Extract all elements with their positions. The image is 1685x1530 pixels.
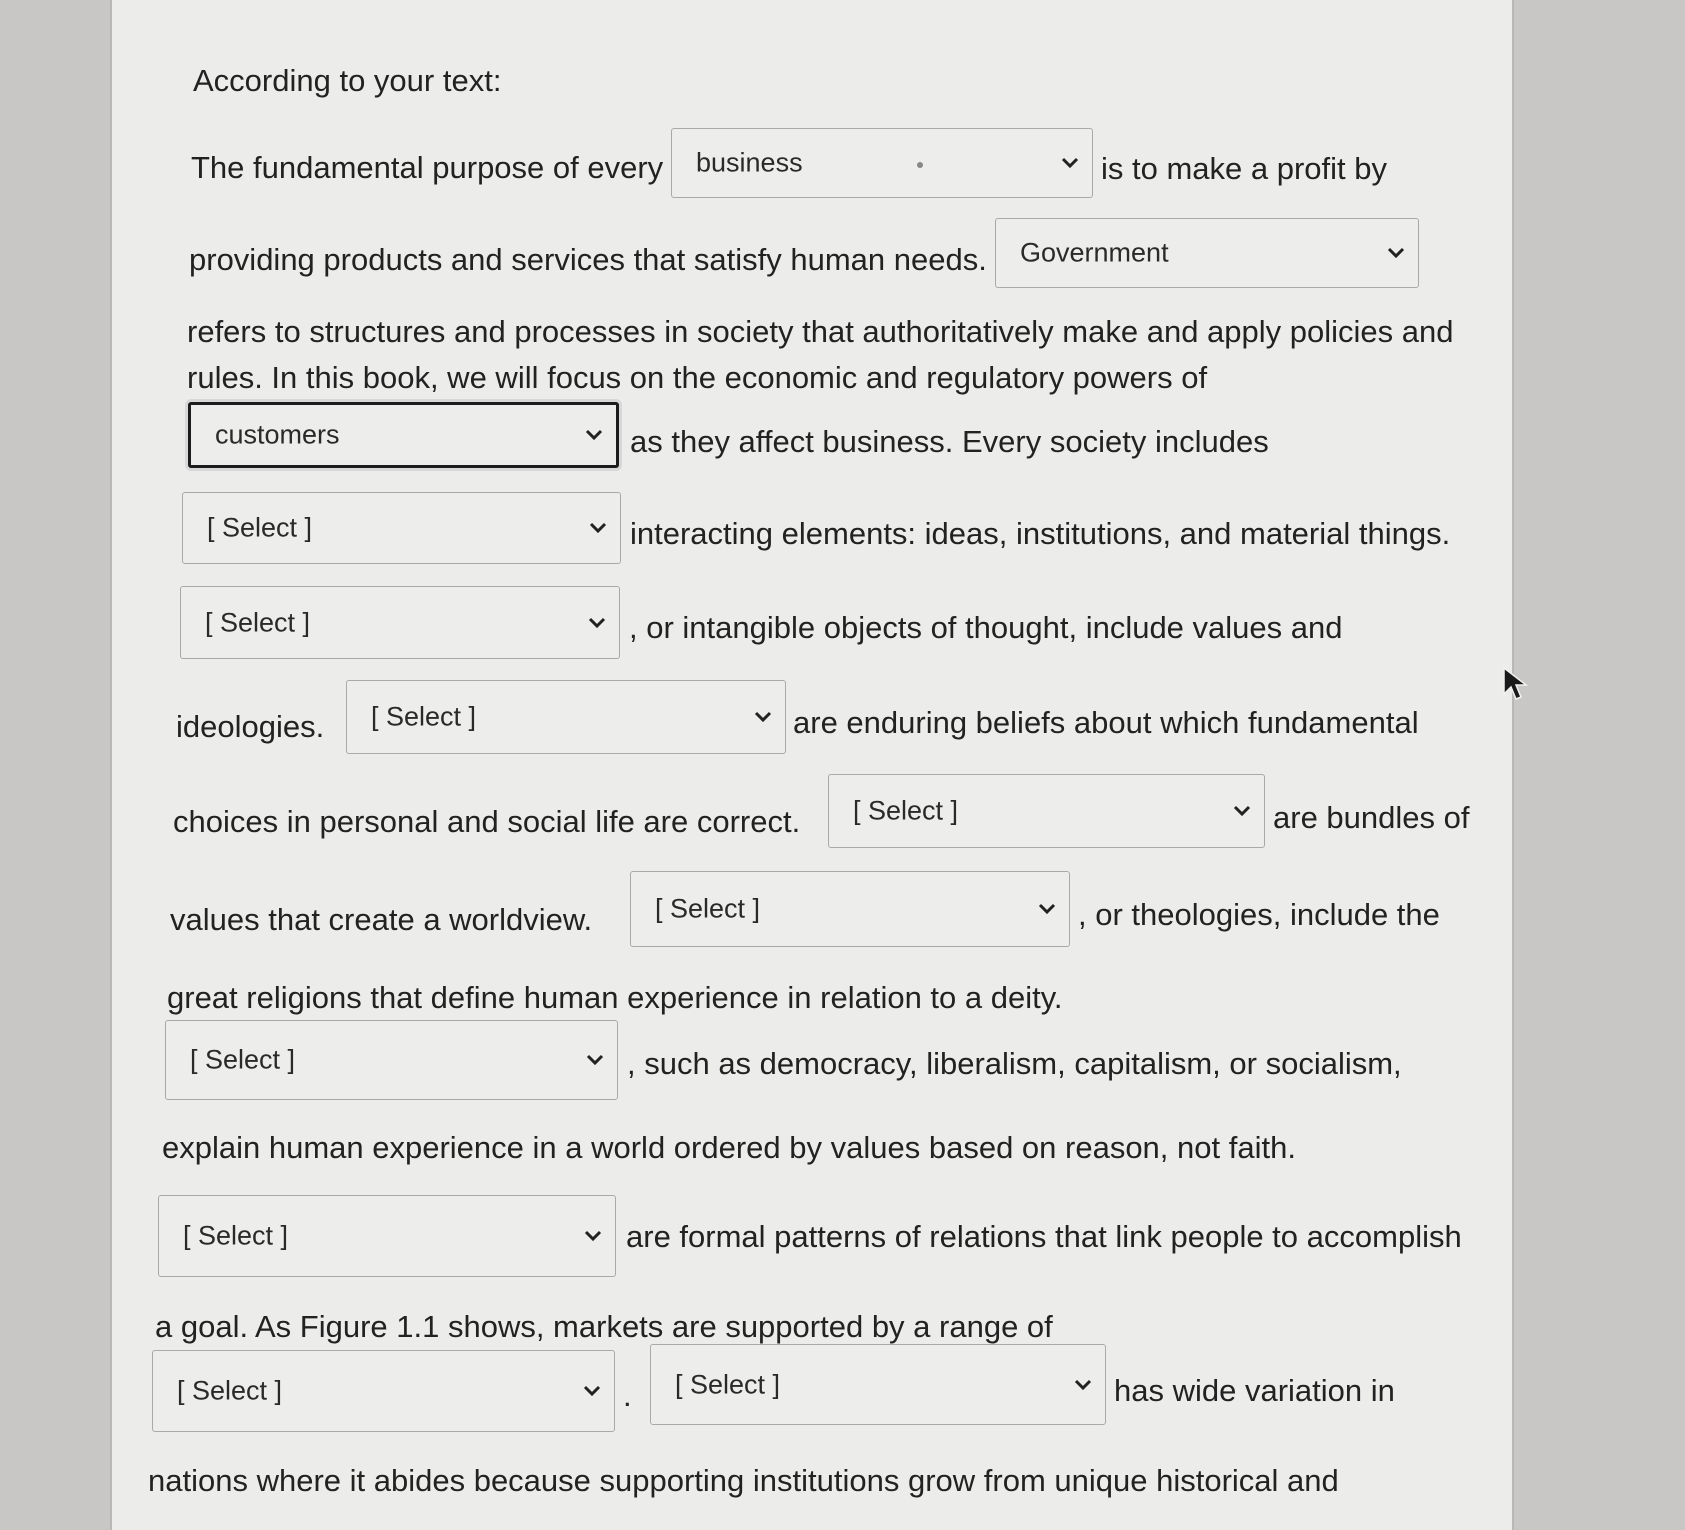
sentence-fragment: has wide variation in xyxy=(1114,1373,1395,1408)
sentence-fragment: is to make a profit by xyxy=(1101,151,1388,186)
chevron-down-icon xyxy=(1060,156,1080,170)
sentence-fragment: nations where it abides because supporting institutions grow from unique historical and xyxy=(148,1463,1339,1498)
dropdown-value: [ Select ] xyxy=(190,1044,296,1075)
answer-dropdown-3[interactable] xyxy=(188,402,619,468)
intro-text: According to your text: xyxy=(193,63,502,98)
sentence-fragment: explain human experience in a world ordered by values based on reason, not faith. xyxy=(162,1130,1296,1165)
dropdown-value: Government xyxy=(1020,237,1169,268)
answer-dropdown-4[interactable] xyxy=(182,492,621,564)
answer-dropdown-12[interactable] xyxy=(650,1344,1106,1425)
chevron-down-icon xyxy=(753,710,773,724)
dropdown-value: [ Select ] xyxy=(183,1220,289,1251)
chevron-down-icon xyxy=(583,1229,603,1243)
sentence-fragment: interacting elements: ideas, institutions, and material things. xyxy=(630,516,1451,551)
sentence-fragment: are formal patterns of relations that link people to accomplish xyxy=(626,1219,1462,1254)
sentence-fragment: values that create a worldview. xyxy=(170,902,593,937)
dropdown-value: [ Select ] xyxy=(177,1375,283,1406)
answer-dropdown-11[interactable] xyxy=(152,1350,615,1432)
chevron-down-icon xyxy=(1232,804,1252,818)
sentence-fragment: refers to structures and processes in society that authoritatively make and apply policies and xyxy=(187,314,1454,349)
sentence-fragment: a goal. As Figure 1.1 shows, markets are supported by a range of xyxy=(155,1309,1053,1344)
sentence-fragment: are enduring beliefs about which fundamental xyxy=(793,705,1419,740)
sentence-fragment: choices in personal and social life are correct. xyxy=(173,804,801,839)
answer-dropdown-2[interactable] xyxy=(995,218,1419,288)
answer-dropdown-6[interactable] xyxy=(346,680,786,754)
dropdown-value: [ Select ] xyxy=(675,1369,781,1399)
answer-dropdown-5[interactable] xyxy=(180,586,620,659)
chevron-down-icon xyxy=(585,1053,605,1067)
sentence-fragment: , or theologies, include the xyxy=(1078,897,1440,932)
stray-dot xyxy=(917,162,923,168)
dropdown-value: [ Select ] xyxy=(853,795,959,826)
dropdown-value: [ Select ] xyxy=(655,893,761,924)
dropdown-value: [ Select ] xyxy=(207,512,313,543)
chevron-down-icon xyxy=(587,616,607,630)
sentence-fragment: The fundamental purpose of every xyxy=(191,150,664,185)
dropdown-value: business xyxy=(696,147,803,178)
sentence-fragment: , such as democracy, liberalism, capitalism, or socialism, xyxy=(627,1046,1402,1081)
chevron-down-icon xyxy=(1073,1378,1093,1392)
sentence-fragment: as they affect business. Every society includes xyxy=(630,424,1269,459)
chevron-down-icon xyxy=(1037,902,1057,916)
chevron-down-icon xyxy=(1386,246,1406,260)
sentence-fragment: great religions that define human experience in relation to a deity. xyxy=(167,980,1063,1015)
sentence-fragment: providing products and services that satisfy human needs. xyxy=(189,242,987,277)
dropdown-value: [ Select ] xyxy=(205,607,311,637)
mouse-cursor-icon xyxy=(1502,666,1528,702)
sentence-fragment: ideologies. xyxy=(176,709,325,744)
chevron-down-icon xyxy=(588,521,608,535)
chevron-down-icon xyxy=(584,428,604,442)
answer-dropdown-1[interactable] xyxy=(671,128,1093,198)
chevron-down-icon xyxy=(582,1384,602,1398)
sentence-separator: . xyxy=(623,1378,632,1413)
sentence-fragment: rules. In this book, we will focus on the economic and regulatory powers of xyxy=(187,360,1208,395)
answer-dropdown-10[interactable] xyxy=(158,1195,616,1277)
answer-dropdown-7[interactable] xyxy=(828,774,1265,848)
answer-dropdown-9[interactable] xyxy=(165,1020,618,1100)
sentence-fragment: , or intangible objects of thought, include values and xyxy=(629,610,1343,645)
answer-dropdown-8[interactable] xyxy=(630,871,1070,947)
dropdown-value: [ Select ] xyxy=(371,701,477,732)
sentence-fragment: are bundles of xyxy=(1273,800,1470,835)
dropdown-value: customers xyxy=(215,419,340,450)
